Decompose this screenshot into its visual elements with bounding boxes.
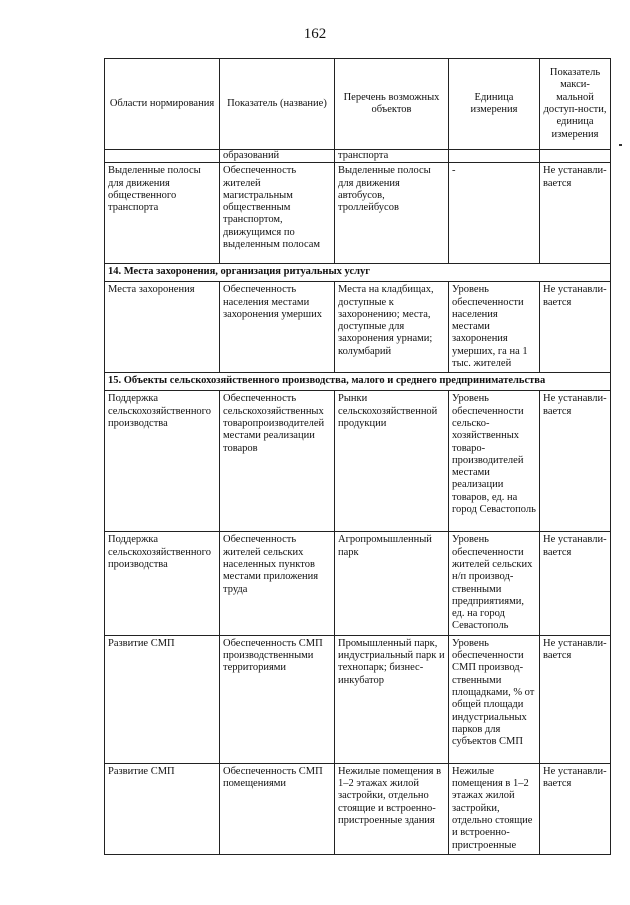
table-row [105,163,611,264]
table-cell: Поддержка сельскохозяйственного производства [105,532,220,635]
table-cell: Обеспеченность СМП помещениями [220,763,335,854]
table-cell: Не устанавли-вается [540,391,611,532]
section-row [105,373,611,391]
table-cell: Нежилые помещения в 1–2 этажах жилой застройки, отдельно стоящие и встроенно-пристроенные [449,763,540,854]
section-row [105,264,611,282]
table-cell [449,150,540,163]
table-cell: Уровень обеспеченности сельско-хозяйственных товаро-производителей местами реализации товаров, ед. на город Севастополь [449,391,540,532]
table-cell: Агропромышленный парк [335,532,449,635]
header-cell: Показатель (название) [220,59,335,150]
table-cell: Обеспеченность жителей магистральным общественным транспортом, движущимся по выделенным полосам [220,163,335,264]
header-cell: Единица измерения [449,59,540,150]
table-cell: Промышленный парк, индустриальный парк и технопарк; бизнес-инкубатор [335,635,449,763]
table-cell: образований [220,150,335,163]
header-cell: Области нормирования [105,59,220,150]
table-row [105,635,611,763]
table-cell: Уровень обеспеченности жителей сельских н/п производ-ственными предприятиями, ед. на город Севастополь [449,532,540,635]
header-cell: Перечень возможных объектов [335,59,449,150]
section-heading: 14. Места захоронения, организация ритуальных услуг [105,264,611,282]
table-cell: транспорта [335,150,449,163]
table-cell: Не устанавли-вается [540,763,611,854]
table-cell: Развитие СМП [105,635,220,763]
table-header-row [105,59,611,150]
table-cell: Обеспеченность сельскохозяйственных товаропроизводителей местами реализации товаров [220,391,335,532]
table-row [105,532,611,635]
table-cell: - [449,163,540,264]
table-cell: Не устанавли-вается [540,532,611,635]
table-cell: Не устанавли-вается [540,163,611,264]
table-row [105,150,611,163]
table-cell: Места на кладбищах, доступные к захоронению; места, доступные для захоронения урнами; колумбарий [335,282,449,373]
table-cell [540,150,611,163]
table-cell: Обеспеченность жителей сельских населенных пунктов местами приложения труда [220,532,335,635]
table-cell: Не устанавли-вается [540,635,611,763]
table-cell: Развитие СМП [105,763,220,854]
table-cell: Поддержка сельскохозяйственного производства [105,391,220,532]
table-cell: Места захоронения [105,282,220,373]
page-number: 162 [303,26,327,42]
header-cell: Показатель макси-мальной доступ-ности, единица измерения [540,59,611,150]
table-cell: Не устанавли-вается [540,282,611,373]
table-cell: Уровень обеспеченности СМП производ-ственными площадками, % от общей площади индустриальных парков для субъектов СМП [449,635,540,763]
table-cell: Выделенные полосы для движения общественного транспорта [105,163,220,264]
table-row [105,282,611,373]
table-cell [105,150,220,163]
table-row [105,391,611,532]
margin-mark [619,144,622,146]
table-cell: Обеспеченность населения местами захоронения умерших [220,282,335,373]
table-row [105,763,611,854]
section-heading: 15. Объекты сельскохозяйственного производства, малого и среднего предпринимательства [105,373,611,391]
table-cell: Уровень обеспеченности населения местами захоронения умерших, га на 1 тыс. жителей [449,282,540,373]
table-cell: Нежилые помещения в 1–2 этажах жилой застройки, отдельно стоящие и встроенно-пристроенные здания [335,763,449,854]
table-cell: Обеспеченность СМП производственными территориями [220,635,335,763]
norms-table [104,58,611,855]
table-cell: Рынки сельскохозяйственной продукции [335,391,449,532]
table-cell: Выделенные полосы для движения автобусов, троллейбусов [335,163,449,264]
